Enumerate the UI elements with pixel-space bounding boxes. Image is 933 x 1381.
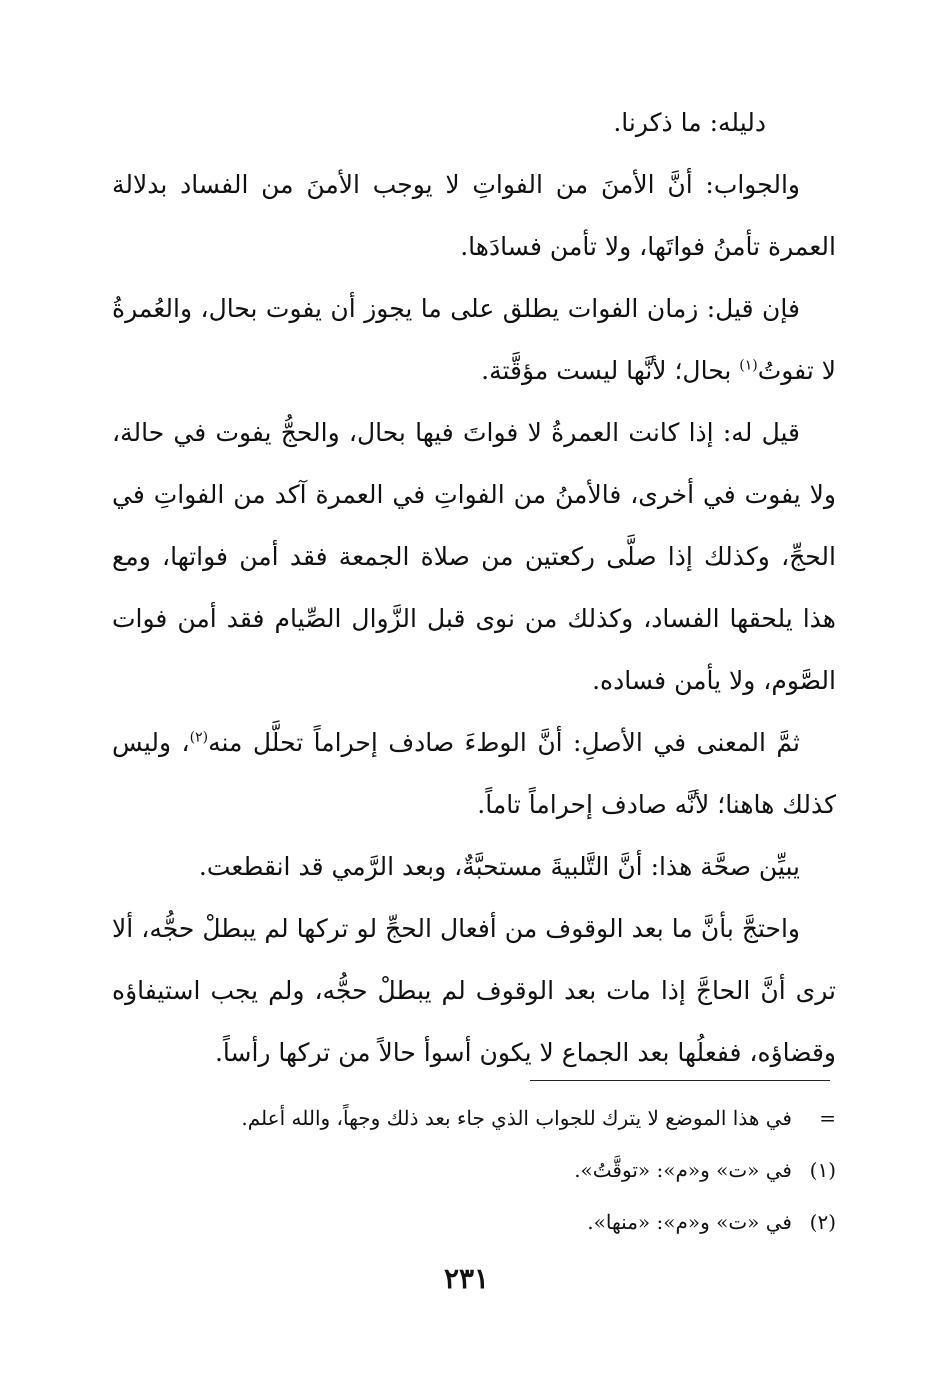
- footnote-ref-1: (١): [739, 357, 758, 374]
- paragraph-2: والجواب: أنَّ الأمنَ من الفواتِ لا يوجب الأمنَ من الفساد بدلالة العمرة تأمنُ فواتَها، ولا تأمن فسادَها.: [112, 170, 836, 261]
- footnote-continuation: [140, 1092, 836, 1144]
- footnotes: [140, 1092, 836, 1248]
- footnote-text: في هذا الموضع لا يترك للجواب الذي جاء بعد ذلك وجهاً، والله أعلم.: [241, 1106, 792, 1130]
- paragraph-7: واحتجَّ بأنَّ ما بعد الوقوف من أفعال الحجِّ لو تركها لم يبطلْ حجُّه، ألا ترى أنَّ الحاجَّ إذا مات بعد الوقوف لم يبطلْ حجُّه، ولم يجب استيفاؤه وقضاؤه، ففعلُها بعد الجماع لا يكون أسوأ حالاً من تركها رأساً.: [112, 914, 836, 1067]
- footnote-text: في «ت» و«م»: «منها».: [587, 1210, 792, 1234]
- footnote-marker: =: [819, 1106, 836, 1130]
- footnote-2: [140, 1196, 836, 1248]
- footnote-marker: (٢): [809, 1210, 836, 1234]
- footnote-divider: [530, 1080, 830, 1081]
- footnote-marker: (١): [809, 1158, 836, 1182]
- main-text: [112, 92, 836, 1084]
- footnote-1: [140, 1144, 836, 1196]
- paragraph-3: فإن قيل: زمان الفوات يطلق على ما يجوز أن يفوت بحال، والعُمرةُ لا تفوتُ$^{(١)}$ بحال؛ لأنَّها ليست مؤقَّتة.: [112, 294, 836, 385]
- footnote-ref-2: (٢): [189, 729, 209, 746]
- paragraph-6: يبيِّن صحَّة هذا: أنَّ التَّلبيةَ مستحبَّةٌ، وبعد الرَّمي قد انقطعت.: [198, 852, 800, 881]
- page-number: ٢٣١: [443, 1262, 490, 1295]
- paragraph-1: دليله: ما ذكرنا.: [613, 108, 766, 137]
- paragraph-4: قيل له: إذا كانت العمرةُ لا فواتَ فيها بحال، والحجُّ يفوت في حالة، ولا يفوت في أخرى، فالأمنُ من الفواتِ في العمرة آكد من الفواتِ في الحجِّ، وكذلك إذا صلَّى ركعتين من صلاة الجمعة فقد أمن فواتها، ومع هذا يلحقها الفساد، وكذلك من نوى قبل الزَّوال الصِّيام فقد أمن فوات الصَّوم، ولا يأمن فساده.: [112, 418, 836, 695]
- paragraph-5: ثمَّ المعنى في الأصلِ: أنَّ الوطءَ صادف إحراماً تحلَّل منه$^{(٢)}$، وليس كذلك هاهنا؛ لأنَّه صادف إحراماً تاماً.: [112, 728, 836, 819]
- footnote-text: في «ت» و«م»: «توقَّتُ».: [574, 1158, 792, 1182]
